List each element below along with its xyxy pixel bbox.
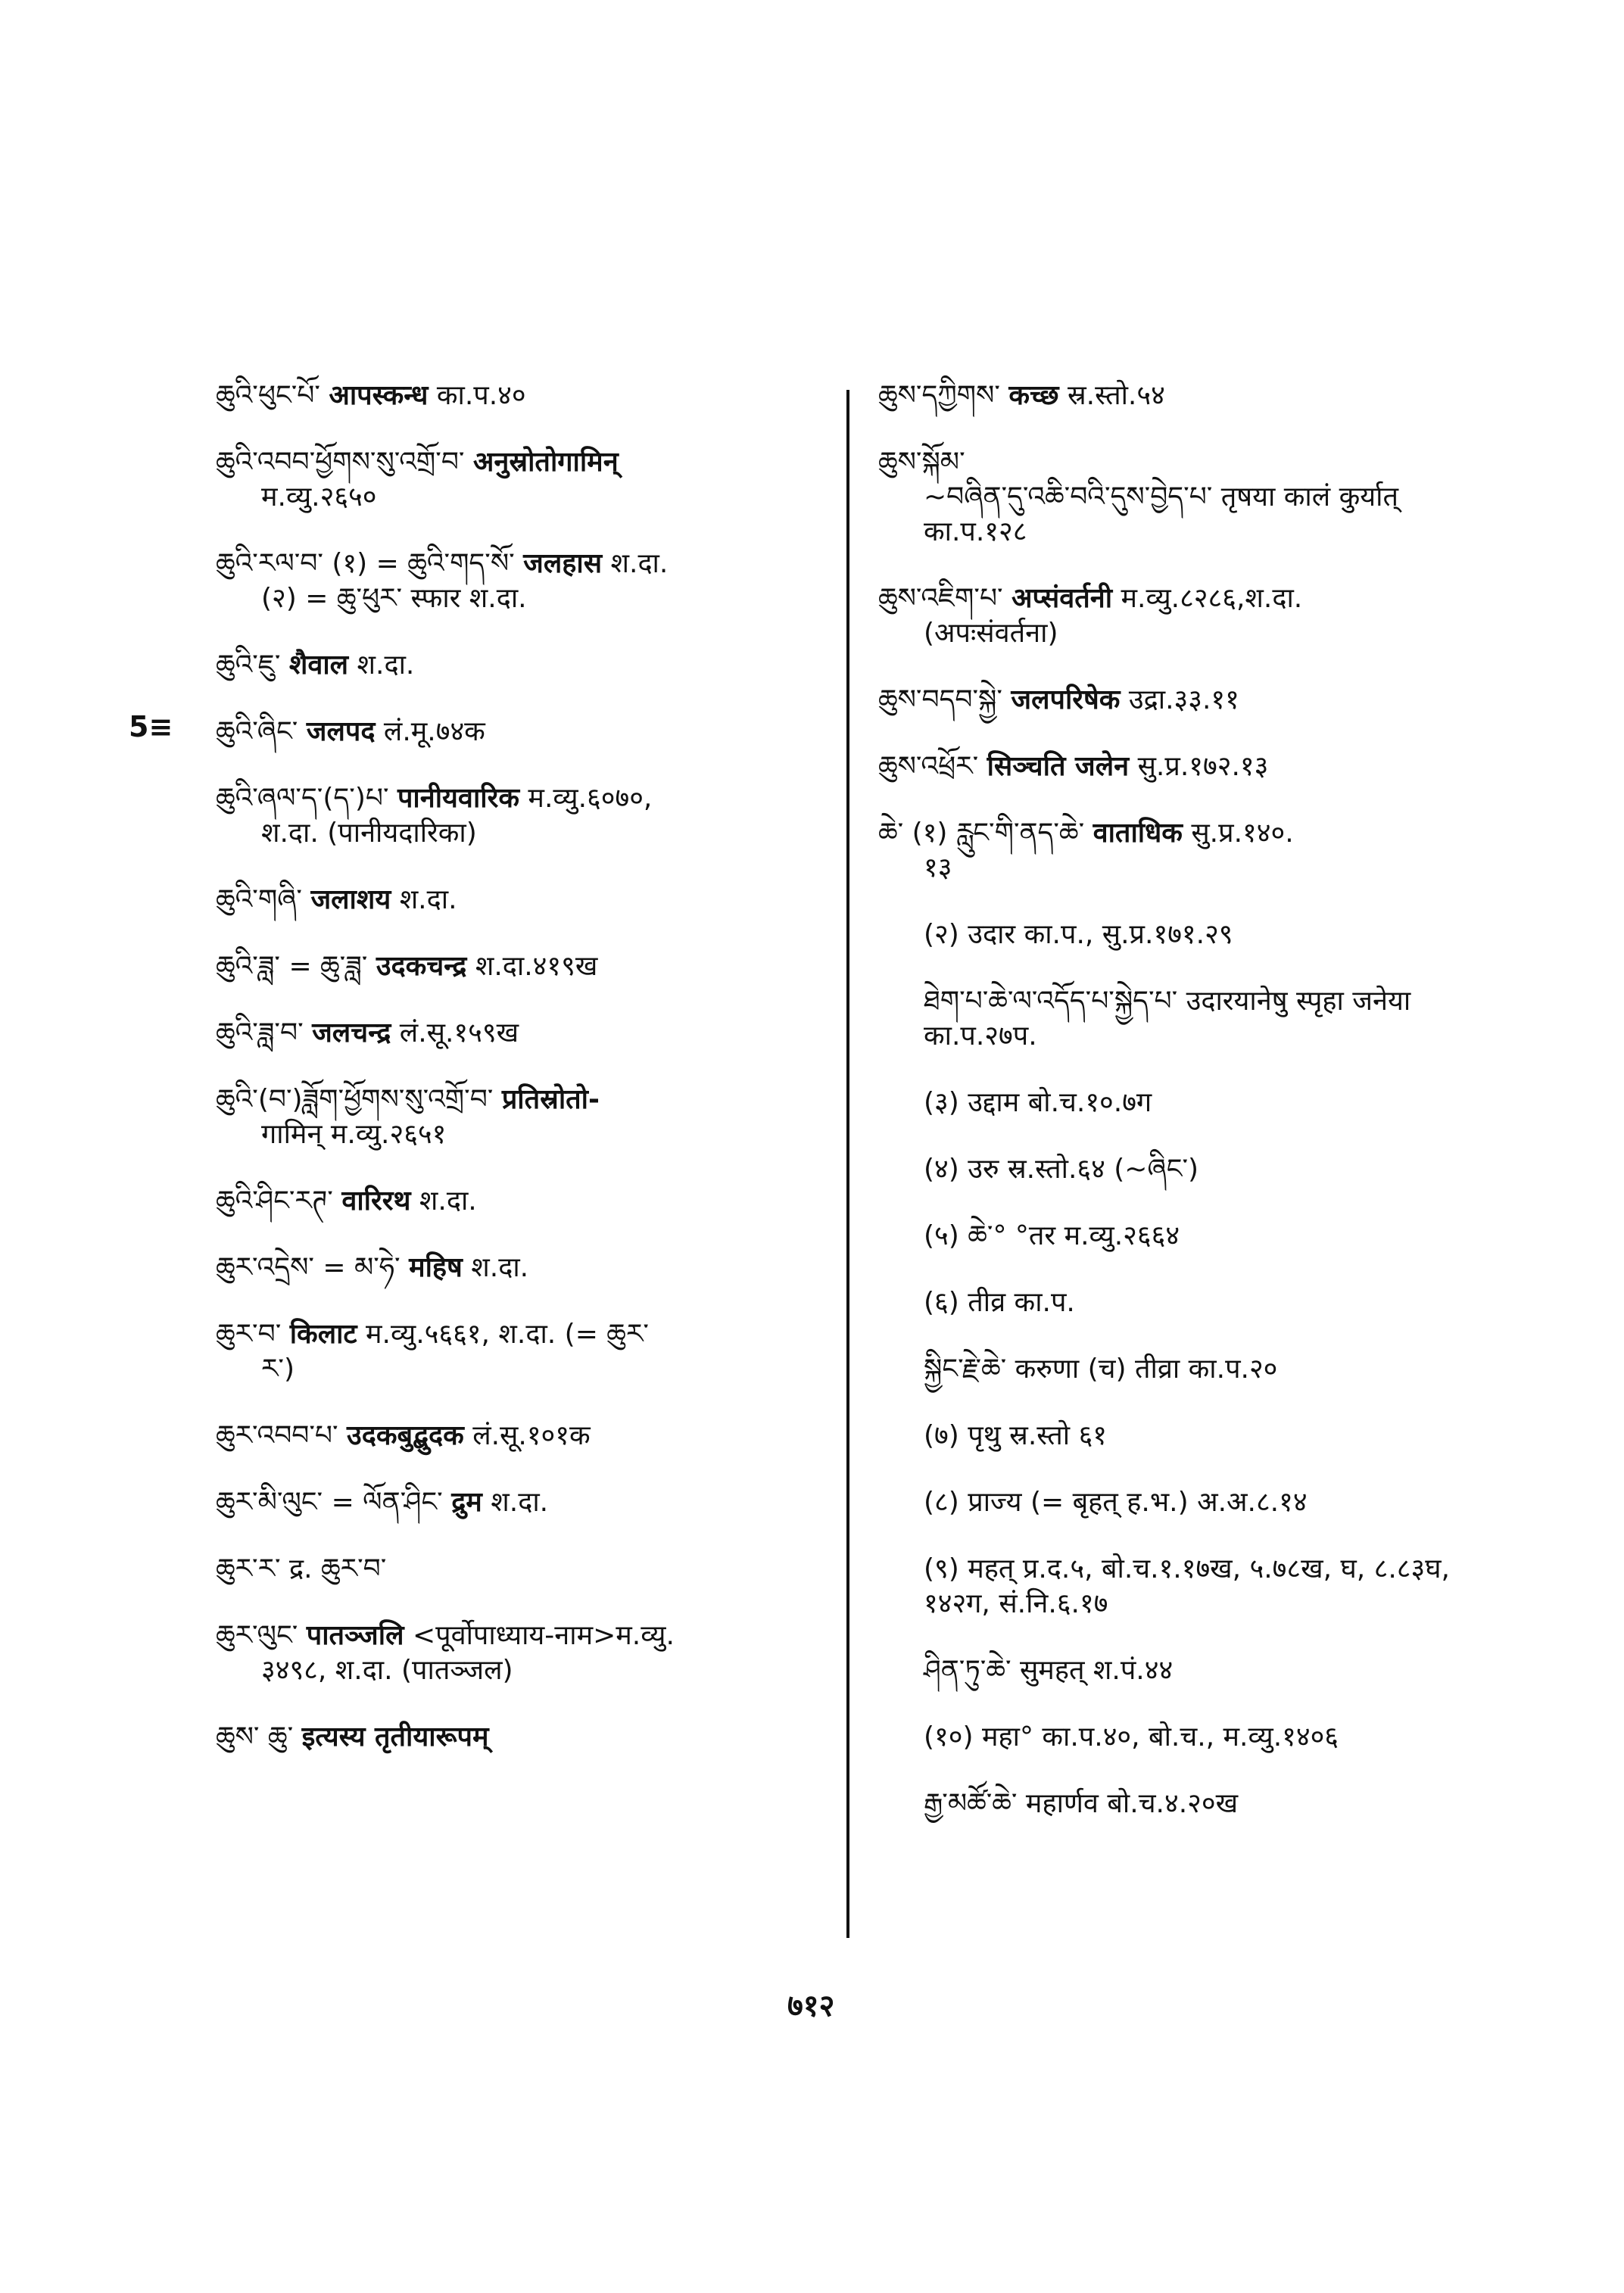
page-number: ७१२	[787, 1989, 835, 2024]
dictionary-entry	[878, 1720, 1507, 1755]
sanskrit-equivalent: जलचन्द्र	[312, 1017, 391, 1048]
entry-continuation: སྐྱིང་རྗེ་ཆེ་ करुणा (च) तीव्रा का.प.२०	[924, 1354, 1278, 1385]
entry-continuation: (५) ཆེ་° °तर म.व्यु.२६६४	[924, 1220, 1180, 1251]
entry-main-line	[216, 949, 837, 984]
dictionary-entry	[216, 781, 837, 851]
tibetan-headword: ཆུའི་ཤིང་རཊ་	[216, 1185, 333, 1217]
entry-continuation: ཤིན་ཏུ་ཆེ་ सुमहत् श.पं.४४	[924, 1655, 1174, 1686]
entry-main-line	[216, 1251, 837, 1285]
source-reference: श.दा.	[491, 1487, 549, 1518]
source-reference: श.दा.	[399, 884, 457, 915]
dictionary-entry	[216, 715, 837, 749]
tibetan-headword: ཆུའི་ཞལ་ད་(ད་)པ་	[216, 783, 389, 814]
dictionary-entry	[216, 1552, 837, 1587]
entry-main-line	[216, 715, 837, 749]
sanskrit-equivalent: किलाट	[289, 1319, 357, 1350]
dictionary-entry	[878, 1653, 1507, 1688]
entry-continuation: (अपःसंवर्तना)	[924, 618, 1058, 649]
margin-mark: 5≡	[129, 710, 173, 743]
sanskrit-equivalent: शैवाल	[288, 650, 349, 681]
entry-continuation: (१०) महा° का.प.४०, बो.च., म.व्यु.१४०६	[924, 1721, 1339, 1752]
left-column	[216, 379, 837, 1787]
sanskrit-equivalent: अनुस्रोतोगामिन्	[472, 447, 619, 478]
sanskrit-equivalent: पानीयवारिक	[397, 783, 519, 814]
entry-main-line	[216, 1419, 837, 1453]
entry-main-line	[878, 379, 1507, 413]
source-reference: म.व्यु.८२८६,श.दा.	[1121, 583, 1303, 614]
source-reference: श.दा.	[357, 650, 415, 681]
entry-main-line	[878, 581, 1507, 616]
tibetan-headword: ཆུའི་ཕུང་པོ་	[216, 380, 320, 411]
source-reference: सु.प्र.१७२.१३	[1137, 751, 1269, 782]
tibetan-headword: ཆུའི་གཞི་	[216, 884, 302, 915]
entry-main-line	[216, 1618, 837, 1653]
source-reference: स्र.स्तो.५४	[1067, 380, 1165, 411]
entry-main-line	[216, 1083, 837, 1117]
tibetan-headword: ཆུའི་རལ་བ་ (१) = ཆུའི་གད་སོ་	[216, 548, 515, 579]
sanskrit-equivalent: प्रतिस्रोतो-	[501, 1084, 600, 1115]
source-reference: सु.प्र.१४०.	[1191, 818, 1294, 849]
entry-main-line	[216, 547, 837, 581]
source-reference: उद्रा.३३.११	[1128, 684, 1239, 715]
entry-main-line	[216, 1552, 837, 1587]
entry-main-line	[216, 445, 837, 480]
sanskrit-equivalent: आपस्कन्ध	[329, 380, 429, 411]
entry-main-line	[216, 648, 837, 683]
tibetan-headword: ཆེ་ (१) རླུང་གི་ནད་ཆེ་	[878, 818, 1085, 849]
source-reference: म.व्यु.६०७०,	[528, 783, 653, 814]
dictionary-entry	[878, 749, 1507, 784]
tibetan-headword: ཆུའི་ཟླ་བ་	[216, 1017, 304, 1048]
sanskrit-equivalent: वाताधिक	[1093, 818, 1183, 849]
sanskrit-equivalent: उदकचन्द्र	[376, 951, 467, 982]
dictionary-entry	[216, 1485, 837, 1520]
dictionary-entry	[216, 1317, 837, 1387]
entry-main-line	[216, 1720, 837, 1755]
entry-main-line	[216, 1184, 837, 1219]
dictionary-entry	[216, 547, 837, 616]
sanskrit-equivalent: जलहास	[523, 548, 603, 579]
dictionary-entry	[216, 1419, 837, 1453]
entry-continuation: རྒྱ་མཚོ་ཆེ་ महार्णव बो.च.४.२०ख	[924, 1788, 1239, 1819]
source-reference: श.दा.	[419, 1185, 477, 1217]
dictionary-entry	[878, 1419, 1507, 1453]
entry-main-line	[216, 1485, 837, 1520]
sanskrit-equivalent: इत्यस्य तृतीयारूपम्	[301, 1721, 489, 1752]
dictionary-entry	[878, 918, 1507, 952]
dictionary-entry	[878, 1152, 1507, 1187]
sanskrit-equivalent: वारिरथ	[341, 1185, 411, 1217]
tibetan-headword: ཆུའི་ཟླ་ = ཆུ་ཟླ་	[216, 951, 368, 982]
tibetan-headword: ཆུའི་(བ་)ཟློག་ཕྱོགས་སུ་འགྲོ་བ་	[216, 1084, 494, 1115]
dictionary-entry	[216, 1184, 837, 1219]
dictionary-entry	[216, 883, 837, 918]
tibetan-headword: ཆུར་བ་	[216, 1319, 282, 1350]
entry-main-line	[216, 781, 837, 816]
sanskrit-equivalent: जलाशय	[310, 884, 391, 915]
dictionary-entry	[878, 683, 1507, 718]
entry-continuation: (४) उरु स्र.स्तो.६४ (~ཞིང་)	[924, 1154, 1199, 1185]
source-reference: लं.सू.१५९ख	[399, 1017, 519, 1048]
dictionary-entry	[878, 445, 1507, 550]
sanskrit-equivalent: अप्संवर्तनी	[1011, 583, 1113, 614]
dictionary-entry	[216, 1016, 837, 1051]
sanskrit-equivalent: कच्छ	[1008, 380, 1059, 411]
entry-continuation: (२) उदार का.प., सु.प्र.१७१.२९	[924, 919, 1233, 950]
entry-continuation: ར་)	[261, 1354, 295, 1385]
tibetan-headword: ཆུས་སྐོམ་	[878, 447, 965, 478]
entry-continuation: (२) = ཆུ་ཕུར་ स्फार श.दा.	[261, 583, 527, 614]
tibetan-headword: ཆུས་འཕྲོར་	[878, 751, 979, 782]
tibetan-headword: ཆུར་འདྲེས་ = མ་ཧེ་	[216, 1252, 401, 1283]
dictionary-entry	[878, 581, 1507, 651]
entry-continuation: १३	[924, 852, 952, 883]
entry-continuation: (६) तीव्र का.प.	[924, 1287, 1075, 1318]
tibetan-headword: ཆུར་མི་ལུང་ = ལོན་ཤིང་	[216, 1487, 443, 1518]
dictionary-entry	[216, 1251, 837, 1285]
dictionary-entry	[878, 816, 1507, 886]
dictionary-entry	[216, 445, 837, 515]
entry-main-line	[878, 683, 1507, 718]
entry-main-line	[216, 1016, 837, 1051]
tibetan-headword: ཆུའི་ཞིང་	[216, 716, 298, 747]
dictionary-entry	[878, 1086, 1507, 1120]
source-reference: श.दा.	[471, 1252, 529, 1283]
tibetan-headword: ཆུས་འཇིག་པ་	[878, 583, 1003, 614]
tibetan-headword: ཆུས་བདབ་སྐྱེ་	[878, 684, 1002, 715]
source-reference: का.प.४०	[436, 380, 526, 411]
entry-main-line	[216, 883, 837, 918]
entry-continuation: (३) उद्दाम बो.च.१०.७ग	[924, 1087, 1152, 1118]
entry-continuation: श.दा. (पानीयदारिका)	[261, 818, 477, 849]
source-reference: <पूर्वोपाध्याय-नाम>म.व्यु.	[412, 1620, 675, 1651]
right-column	[878, 379, 1507, 1853]
sanskrit-equivalent: सिञ्चति जलेन	[987, 751, 1130, 782]
source-reference: लं.मू.७४क	[383, 716, 485, 747]
sanskrit-equivalent: जलपरिषेक	[1011, 684, 1121, 715]
entry-main-line	[216, 379, 837, 413]
column-divider	[846, 390, 849, 1938]
dictionary-entry	[878, 1787, 1507, 1821]
source-reference: श.दा.	[610, 548, 669, 579]
dictionary-entry	[216, 648, 837, 683]
dictionary-entry	[878, 1485, 1507, 1520]
dictionary-entry	[216, 949, 837, 984]
entry-continuation: (८) प्राज्य (= बृहत् ह.भ.) अ.अ.८.१४	[924, 1487, 1308, 1518]
entry-main-line	[216, 1317, 837, 1352]
entry-continuation: ३४९८, श.दा. (पातञ्जल)	[261, 1655, 513, 1686]
entry-main-line	[878, 816, 1507, 851]
tibetan-headword: ཆུར་ལུང་	[216, 1620, 298, 1651]
tibetan-headword: ཆུའི་ཇུ་	[216, 650, 281, 681]
dictionary-entry	[878, 1219, 1507, 1254]
entry-main-line	[878, 749, 1507, 784]
sanskrit-equivalent: जलपद	[306, 716, 376, 747]
tibetan-headword: ཆུས་ ཆུ་	[216, 1721, 294, 1752]
source-reference: श.दा.४१९ख	[475, 951, 598, 982]
dictionary-entry	[878, 379, 1507, 413]
dictionary-entry	[216, 1083, 837, 1152]
dictionary-entry	[878, 984, 1507, 1054]
dictionary-entry	[878, 1352, 1507, 1387]
dictionary-entry	[216, 379, 837, 413]
tibetan-headword: ཆུའི་འབབ་ཕྱོགས་སུ་འགྲོ་བ་	[216, 447, 465, 478]
sanskrit-equivalent: द्रुम	[451, 1487, 482, 1518]
tibetan-headword: ཆུར་ར་ द्र. ཆུར་བ་	[216, 1553, 387, 1584]
dictionary-entry	[216, 1720, 837, 1755]
entry-continuation: ཐེག་པ་ཆེ་ལ་འདོད་པ་སྐྱེད་པ་ उदारयानेषु स्पृहा जनेया का.प.२७प.	[924, 986, 1411, 1051]
sanskrit-equivalent: उदकबुद्बुदक	[347, 1420, 464, 1451]
dictionary-entry	[878, 1552, 1507, 1622]
source-reference: म.व्यु.५६६१, श.दा. (= ཆུར་	[366, 1319, 649, 1350]
tibetan-headword: ཆུས་དཀྱིགས་	[878, 380, 1000, 411]
dictionary-entry	[216, 1618, 837, 1688]
sanskrit-equivalent: पातञ्जलि	[306, 1620, 404, 1651]
dictionary-entry	[878, 1285, 1507, 1320]
sanskrit-equivalent: महिष	[409, 1252, 463, 1283]
entry-continuation: (९) महत् प्र.द.५, बो.च.१.१७ख, ५.७८ख, घ, ८.८३घ, १४२ग, सं.नि.६.१७	[924, 1553, 1450, 1619]
entry-continuation: ~བཞིན་དུ་འཆི་བའི་དུས་བྱེད་པ་ तृषया कालं कुर्यात् का.प.१२८	[924, 481, 1398, 547]
tibetan-headword: ཆུར་འབབ་པ་	[216, 1420, 338, 1451]
entry-continuation: गामिन् म.व्यु.२६५१	[261, 1119, 447, 1150]
entry-continuation: (७) पृथु स्र.स्तो ६१	[924, 1420, 1108, 1451]
source-reference: लं.सू.१०१क	[472, 1420, 591, 1451]
entry-main-line	[878, 445, 1507, 480]
entry-continuation: म.व्यु.२६५०	[261, 481, 377, 512]
